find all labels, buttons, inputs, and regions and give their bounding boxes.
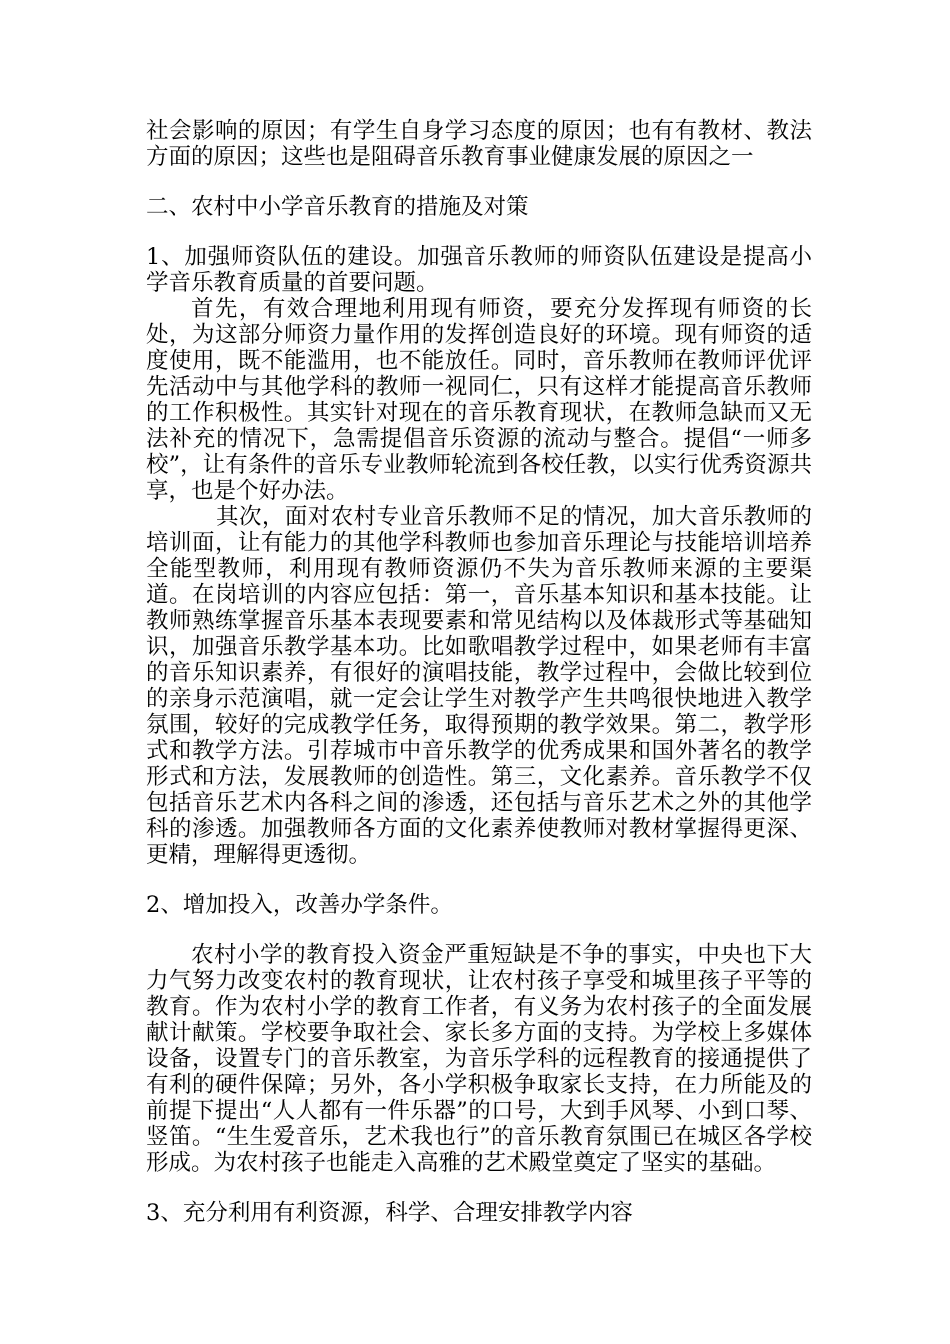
- section-heading: 二、农村中小学音乐教育的措施及对策: [146, 194, 529, 220]
- point-1-paragraph-second: 其次，面对农村专业音乐教师不足的情况，加大音乐教师的培训面，让有能力的其他学科教师也参加音乐理论与技能培训培养全能型教师，利用现有教师资源仍不失为音乐教师来源的主要渠道。在岗培训的内容应包括：第一，音乐基本知识和基本技能。让教师熟练掌握音乐基本表现要素和常见结构以及体裁形式等基础知识，加强音乐教学基本功。比如歌唱教学过程中，如果老师有丰富的音乐知识素养，有很好的演唱技能，教学过程中，会做比较到位的亲身示范演唱，就一定会让学生对教学产生共鸣很快地进入教学氛围，较好的完成教学任务，取得预期的教学效果。第二，教学形式和教学方法。引荐城市中音乐教学的优秀成果和国外著名的教学形式和方法，发展教师的创造性。第三，文化素养。音乐教学不仅包括音乐艺术内各科之间的渗透，还包括与音乐艺术之外的其他学科的渗透。加强教师各方面的文化素养使教师对教材掌握得更深、更精，理解得更透彻。: [146, 504, 812, 868]
- point-3-heading: 3、充分利用有利资源，科学、合理安排教学内容: [146, 1200, 633, 1226]
- document-body: [146, 118, 812, 1226]
- point-1-heading: 1、加强师资队伍的建设。加强音乐教师的师资队伍建设是提高小学音乐教育质量的首要问题。: [146, 244, 812, 296]
- point-2-heading: 2、增加投入，改善办学条件。: [146, 892, 453, 918]
- point-1-paragraph-first: 首先，有效合理地利用现有师资，要充分发挥现有师资的长处，为这部分师资力量作用的发挥创造良好的环境。现有师资的适度使用，既不能滥用，也不能放任。同时，音乐教师在教师评优评先活动中与其他学科的教师一视同仁，只有这样才能提高音乐教师的工作积极性。其实针对现在的音乐教育现状，在教师急缺而又无法补充的情况下，急需提倡音乐资源的流动与整合。提倡“一师多校”，让有条件的音乐专业教师轮流到各校任教，以实行优秀资源共享，也是个好办法。: [146, 296, 812, 504]
- intro-paragraph: 社会影响的原因；有学生自身学习态度的原因；也有有教材、教法方面的原因；这些也是阻碍音乐教育事业健康发展的原因之一: [146, 118, 812, 170]
- point-2-paragraph: 农村小学的教育投入资金严重短缺是不争的事实，中央也下大力气努力改变农村的教育现状，让农村孩子享受和城里孩子平等的教育。作为农村小学的教育工作者，有义务为农村孩子的全面发展献计献策。学校要争取社会、家长多方面的支持。为学校上多媒体设备，设置专门的音乐教室，为音乐学科的远程教育的接通提供了有利的硬件保障；另外，各小学积极争取家长支持，在力所能及的前提下提出“人人都有一件乐器”的口号，大到手风琴、小到口琴、竖笛。“生生爱音乐，艺术我也行”的音乐教育氛围已在城区各学校形成。为农村孩子也能走入高雅的艺术殿堂奠定了坚实的基础。: [146, 942, 812, 1176]
